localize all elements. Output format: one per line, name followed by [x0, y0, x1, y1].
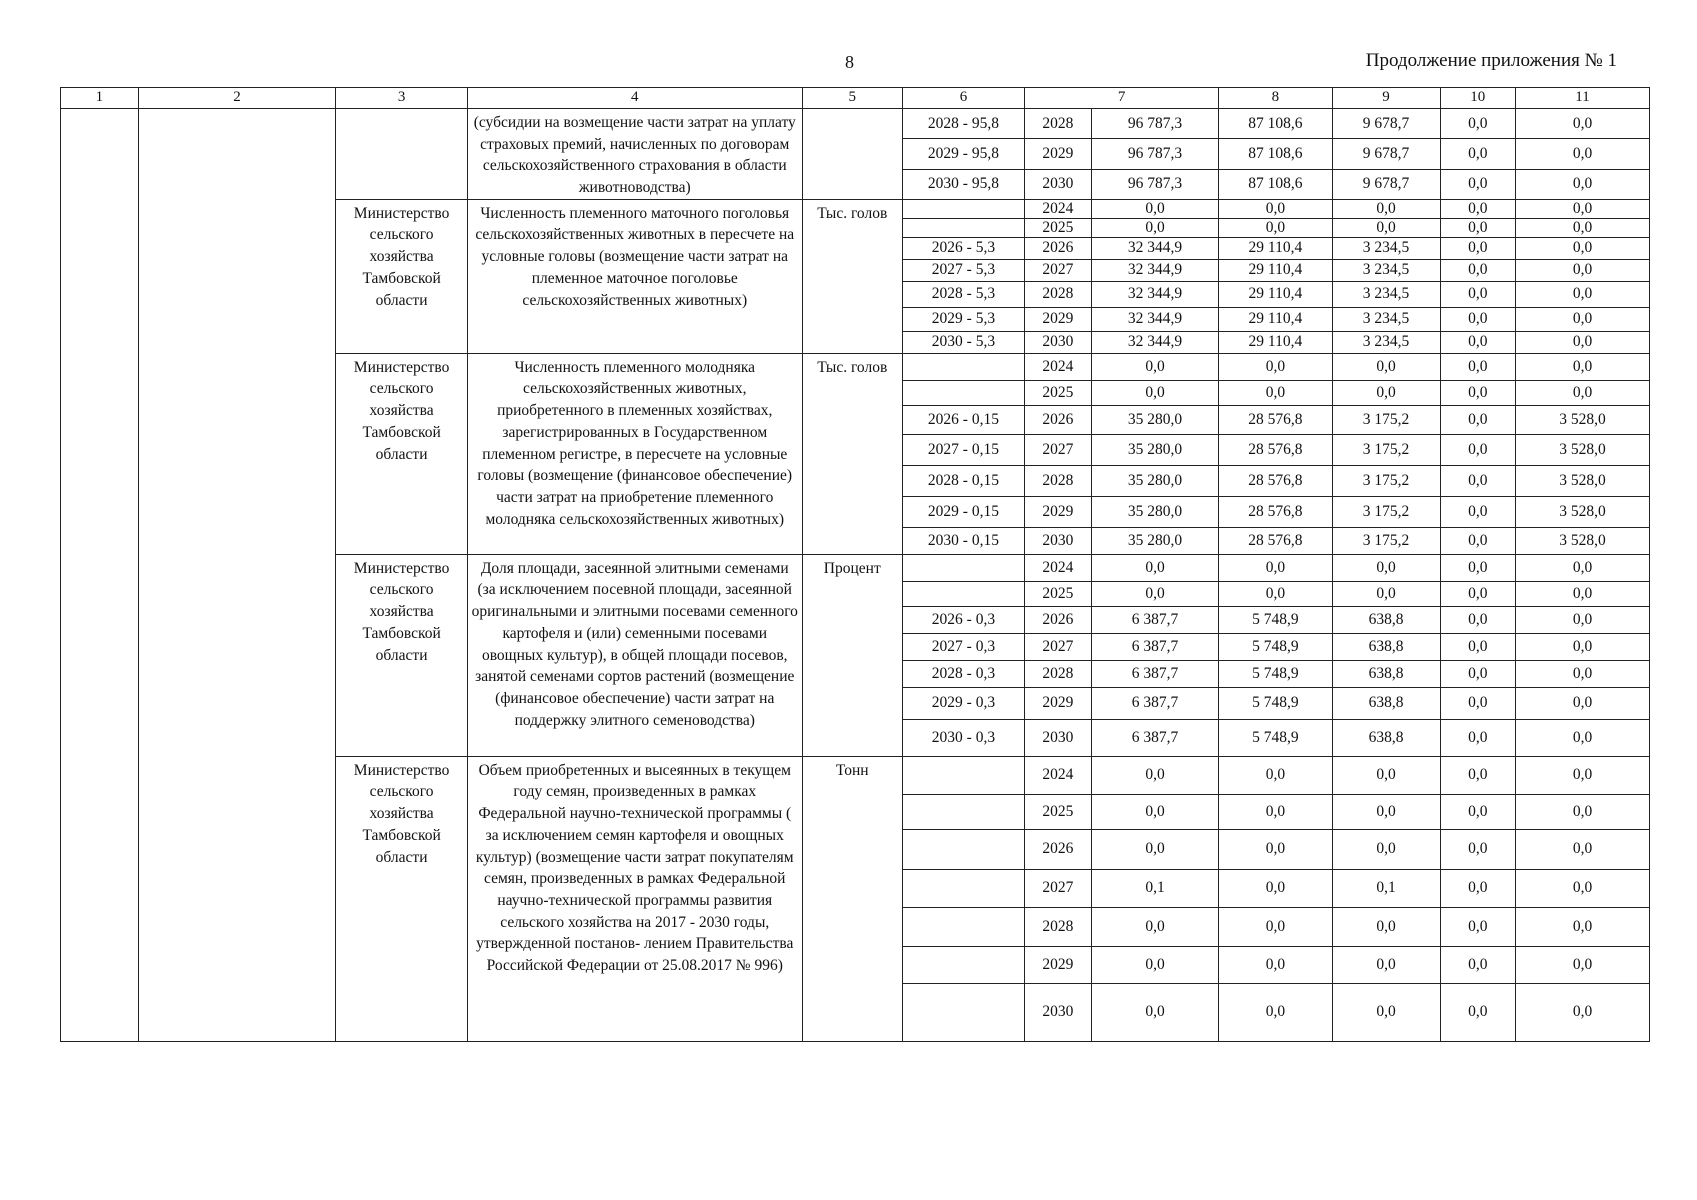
year-cell: 2028 — [1024, 465, 1091, 496]
col11-cell: 0,0 — [1516, 199, 1650, 218]
column-number-row — [61, 88, 1650, 109]
regional-budget-cell: 0,0 — [1332, 554, 1440, 581]
col11-cell: 0,0 — [1516, 581, 1650, 606]
col10-cell: 0,0 — [1440, 687, 1516, 719]
col11-cell: 0,0 — [1516, 353, 1650, 380]
col10-cell: 0,0 — [1440, 794, 1516, 829]
year-cell: 2030 — [1024, 527, 1091, 554]
target-value-cell — [902, 756, 1024, 794]
federal-budget-cell: 28 576,8 — [1219, 465, 1332, 496]
target-value-cell: 2027 - 5,3 — [902, 259, 1024, 281]
col10-cell: 0,0 — [1440, 199, 1516, 218]
col11-cell: 0,0 — [1516, 259, 1650, 281]
federal-budget-cell: 5 748,9 — [1219, 606, 1332, 633]
federal-budget-cell: 0,0 — [1219, 907, 1332, 946]
regional-budget-cell: 0,0 — [1332, 983, 1440, 1041]
year-cell: 2028 — [1024, 281, 1091, 307]
col10-cell: 0,0 — [1440, 281, 1516, 307]
col10-cell: 0,0 — [1440, 633, 1516, 660]
year-cell: 2030 — [1024, 719, 1091, 756]
total-cell: 32 344,9 — [1091, 331, 1218, 353]
target-value-cell: 2030 - 95,8 — [902, 169, 1024, 199]
column-header: 4 — [467, 88, 802, 109]
federal-budget-cell: 0,0 — [1219, 756, 1332, 794]
col2-cell — [138, 109, 336, 1042]
total-cell: 0,0 — [1091, 794, 1218, 829]
year-cell: 2029 — [1024, 687, 1091, 719]
total-cell: 0,0 — [1091, 380, 1218, 405]
regional-budget-cell: 638,8 — [1332, 633, 1440, 660]
col11-cell: 0,0 — [1516, 380, 1650, 405]
target-value-cell — [902, 554, 1024, 581]
col11-cell: 0,0 — [1516, 907, 1650, 946]
target-value-cell: 2029 - 0,3 — [902, 687, 1024, 719]
target-value-cell — [902, 199, 1024, 218]
col11-cell: 0,0 — [1516, 554, 1650, 581]
federal-budget-cell: 28 576,8 — [1219, 434, 1332, 465]
indicator-description: Численность племенного маточного поголовья сельскохозяйственных животных в пересчете на условные головы (возмещение части затрат на племенное маточное поголовье сельскохозяйственных животных) — [467, 199, 802, 353]
col10-cell: 0,0 — [1440, 606, 1516, 633]
column-header: 2 — [138, 88, 336, 109]
total-cell: 35 280,0 — [1091, 527, 1218, 554]
total-cell: 0,0 — [1091, 983, 1218, 1041]
year-cell: 2027 — [1024, 633, 1091, 660]
col10-cell: 0,0 — [1440, 218, 1516, 237]
year-cell: 2030 — [1024, 169, 1091, 199]
federal-budget-cell: 5 748,9 — [1219, 633, 1332, 660]
total-cell: 35 280,0 — [1091, 405, 1218, 434]
column-header: 3 — [336, 88, 468, 109]
regional-budget-cell: 0,0 — [1332, 946, 1440, 983]
target-value-cell: 2028 - 95,8 — [902, 109, 1024, 139]
regional-budget-cell: 0,1 — [1332, 869, 1440, 907]
col1-cell — [61, 109, 139, 1042]
federal-budget-cell: 0,0 — [1219, 829, 1332, 869]
col11-cell: 0,0 — [1516, 109, 1650, 139]
year-cell: 2024 — [1024, 756, 1091, 794]
col10-cell: 0,0 — [1440, 983, 1516, 1041]
target-value-cell: 2028 - 0,3 — [902, 660, 1024, 687]
year-cell: 2029 — [1024, 307, 1091, 331]
total-cell: 96 787,3 — [1091, 139, 1218, 169]
col10-cell: 0,0 — [1440, 946, 1516, 983]
total-cell: 0,0 — [1091, 907, 1218, 946]
total-cell: 6 387,7 — [1091, 719, 1218, 756]
target-value-cell — [902, 581, 1024, 606]
regional-budget-cell: 0,0 — [1332, 829, 1440, 869]
target-value-cell — [902, 218, 1024, 237]
col10-cell: 0,0 — [1440, 660, 1516, 687]
unit-cell: Тонн — [802, 756, 902, 1041]
table-row — [61, 109, 1650, 139]
federal-budget-cell: 0,0 — [1219, 353, 1332, 380]
total-cell: 0,0 — [1091, 756, 1218, 794]
federal-budget-cell: 87 108,6 — [1219, 169, 1332, 199]
regional-budget-cell: 9 678,7 — [1332, 169, 1440, 199]
total-cell: 0,0 — [1091, 218, 1218, 237]
target-value-cell: 2027 - 0,15 — [902, 434, 1024, 465]
col11-cell: 0,0 — [1516, 719, 1650, 756]
target-value-cell: 2029 - 95,8 — [902, 139, 1024, 169]
federal-budget-cell: 0,0 — [1219, 869, 1332, 907]
regional-budget-cell: 0,0 — [1332, 218, 1440, 237]
total-cell: 0,1 — [1091, 869, 1218, 907]
col11-cell: 0,0 — [1516, 983, 1650, 1041]
col10-cell: 0,0 — [1440, 869, 1516, 907]
year-cell: 2029 — [1024, 946, 1091, 983]
federal-budget-cell: 29 110,4 — [1219, 307, 1332, 331]
unit-cell — [802, 109, 902, 200]
target-value-cell — [902, 353, 1024, 380]
total-cell: 6 387,7 — [1091, 687, 1218, 719]
federal-budget-cell: 28 576,8 — [1219, 405, 1332, 434]
year-cell: 2026 — [1024, 405, 1091, 434]
col10-cell: 0,0 — [1440, 496, 1516, 527]
total-cell: 0,0 — [1091, 581, 1218, 606]
year-cell: 2025 — [1024, 218, 1091, 237]
year-cell: 2029 — [1024, 496, 1091, 527]
year-cell: 2027 — [1024, 259, 1091, 281]
year-cell: 2027 — [1024, 869, 1091, 907]
regional-budget-cell: 3 175,2 — [1332, 434, 1440, 465]
target-value-cell — [902, 794, 1024, 829]
col10-cell: 0,0 — [1440, 380, 1516, 405]
total-cell: 32 344,9 — [1091, 281, 1218, 307]
regional-budget-cell: 0,0 — [1332, 380, 1440, 405]
col11-cell: 0,0 — [1516, 946, 1650, 983]
target-value-cell: 2029 - 5,3 — [902, 307, 1024, 331]
regional-budget-cell: 3 175,2 — [1332, 527, 1440, 554]
target-value-cell: 2030 - 0,15 — [902, 527, 1024, 554]
total-cell: 35 280,0 — [1091, 496, 1218, 527]
year-cell: 2030 — [1024, 983, 1091, 1041]
col10-cell: 0,0 — [1440, 109, 1516, 139]
total-cell: 0,0 — [1091, 829, 1218, 869]
col11-cell: 0,0 — [1516, 660, 1650, 687]
target-value-cell — [902, 869, 1024, 907]
col11-cell: 0,0 — [1516, 756, 1650, 794]
federal-budget-cell: 29 110,4 — [1219, 259, 1332, 281]
col11-cell: 0,0 — [1516, 794, 1650, 829]
column-header: 10 — [1440, 88, 1516, 109]
col11-cell: 0,0 — [1516, 331, 1650, 353]
target-value-cell: 2026 - 5,3 — [902, 237, 1024, 259]
year-cell: 2024 — [1024, 353, 1091, 380]
ministry-cell: Министерство сельского хозяйства Тамбовской области — [336, 353, 468, 554]
column-header: 11 — [1516, 88, 1650, 109]
col11-cell: 0,0 — [1516, 281, 1650, 307]
federal-budget-cell: 5 748,9 — [1219, 660, 1332, 687]
indicators-table — [60, 87, 1650, 1042]
col10-cell: 0,0 — [1440, 307, 1516, 331]
indicator-description: Объем приобретенных и высеянных в текущем году семян, произведенных в рамках Федеральной научно-технической программы ( за исключением семян картофеля и овощных культур) (возмещение части затрат покупателям семян, произведенных в рамках Федеральной научно-технической программы развития сельского хозяйства на 2017 - 2030 годы, утвержденной постанов- лением Правительства Российской Федерации от 25.08.2017 № 996) — [467, 756, 802, 1041]
regional-budget-cell: 0,0 — [1332, 581, 1440, 606]
regional-budget-cell: 638,8 — [1332, 687, 1440, 719]
federal-budget-cell: 28 576,8 — [1219, 496, 1332, 527]
col11-cell: 0,0 — [1516, 237, 1650, 259]
year-cell: 2025 — [1024, 380, 1091, 405]
regional-budget-cell: 638,8 — [1332, 606, 1440, 633]
federal-budget-cell: 0,0 — [1219, 946, 1332, 983]
column-header: 8 — [1219, 88, 1332, 109]
col10-cell: 0,0 — [1440, 465, 1516, 496]
col11-cell: 0,0 — [1516, 169, 1650, 199]
col11-cell: 0,0 — [1516, 829, 1650, 869]
total-cell: 6 387,7 — [1091, 606, 1218, 633]
federal-budget-cell: 29 110,4 — [1219, 331, 1332, 353]
col10-cell: 0,0 — [1440, 331, 1516, 353]
regional-budget-cell: 9 678,7 — [1332, 139, 1440, 169]
target-value-cell — [902, 983, 1024, 1041]
regional-budget-cell: 638,8 — [1332, 719, 1440, 756]
col10-cell: 0,0 — [1440, 353, 1516, 380]
total-cell: 35 280,0 — [1091, 465, 1218, 496]
col10-cell: 0,0 — [1440, 139, 1516, 169]
federal-budget-cell: 5 748,9 — [1219, 719, 1332, 756]
target-value-cell: 2027 - 0,3 — [902, 633, 1024, 660]
federal-budget-cell: 5 748,9 — [1219, 687, 1332, 719]
regional-budget-cell: 3 234,5 — [1332, 307, 1440, 331]
ministry-cell: Министерство сельского хозяйства Тамбовской области — [336, 756, 468, 1041]
total-cell: 96 787,3 — [1091, 169, 1218, 199]
page-number: 8 — [845, 52, 854, 72]
federal-budget-cell: 29 110,4 — [1219, 281, 1332, 307]
col11-cell: 0,0 — [1516, 633, 1650, 660]
table-body — [61, 88, 1650, 1042]
year-cell: 2030 — [1024, 331, 1091, 353]
federal-budget-cell: 87 108,6 — [1219, 109, 1332, 139]
year-cell: 2028 — [1024, 660, 1091, 687]
col10-cell: 0,0 — [1440, 169, 1516, 199]
target-value-cell — [902, 907, 1024, 946]
appendix-continuation-label: Продолжение приложения № 1 — [1365, 50, 1617, 71]
col11-cell: 0,0 — [1516, 606, 1650, 633]
target-value-cell — [902, 829, 1024, 869]
year-cell: 2028 — [1024, 109, 1091, 139]
year-cell: 2025 — [1024, 581, 1091, 606]
regional-budget-cell: 638,8 — [1332, 660, 1440, 687]
ministry-cell — [336, 109, 468, 200]
col11-cell: 0,0 — [1516, 139, 1650, 169]
regional-budget-cell: 0,0 — [1332, 199, 1440, 218]
regional-budget-cell: 3 234,5 — [1332, 331, 1440, 353]
col10-cell: 0,0 — [1440, 756, 1516, 794]
regional-budget-cell: 3 175,2 — [1332, 465, 1440, 496]
total-cell: 0,0 — [1091, 353, 1218, 380]
unit-cell: Тыс. голов — [802, 353, 902, 554]
target-value-cell: 2030 - 0,3 — [902, 719, 1024, 756]
col11-cell: 3 528,0 — [1516, 496, 1650, 527]
regional-budget-cell: 3 234,5 — [1332, 259, 1440, 281]
column-header: 7 — [1024, 88, 1218, 109]
column-header: 1 — [61, 88, 139, 109]
federal-budget-cell: 0,0 — [1219, 794, 1332, 829]
regional-budget-cell: 0,0 — [1332, 907, 1440, 946]
col10-cell: 0,0 — [1440, 237, 1516, 259]
col10-cell: 0,0 — [1440, 907, 1516, 946]
total-cell: 0,0 — [1091, 554, 1218, 581]
indicator-description: Доля площади, засеянной элитными семенами (за исключением посевной площади, засеянной оригинальными и элитными посевами семенного картофеля и (или) семенными посевами овощных культур), в общей площади посевов, занятой семенами сортов растений (возмещение (финансовое обеспечение) части затрат на поддержку элитного семеноводства) — [467, 554, 802, 756]
year-cell: 2028 — [1024, 907, 1091, 946]
federal-budget-cell: 0,0 — [1219, 581, 1332, 606]
col10-cell: 0,0 — [1440, 829, 1516, 869]
federal-budget-cell: 0,0 — [1219, 380, 1332, 405]
col11-cell: 0,0 — [1516, 218, 1650, 237]
total-cell: 32 344,9 — [1091, 237, 1218, 259]
regional-budget-cell: 9 678,7 — [1332, 109, 1440, 139]
col11-cell: 3 528,0 — [1516, 527, 1650, 554]
year-cell: 2027 — [1024, 434, 1091, 465]
ministry-cell: Министерство сельского хозяйства Тамбовской области — [336, 199, 468, 353]
col10-cell: 0,0 — [1440, 719, 1516, 756]
col11-cell: 3 528,0 — [1516, 465, 1650, 496]
col11-cell: 0,0 — [1516, 307, 1650, 331]
column-header: 6 — [902, 88, 1024, 109]
col10-cell: 0,0 — [1440, 527, 1516, 554]
federal-budget-cell: 0,0 — [1219, 983, 1332, 1041]
regional-budget-cell: 3 175,2 — [1332, 405, 1440, 434]
col11-cell: 0,0 — [1516, 869, 1650, 907]
unit-cell: Процент — [802, 554, 902, 756]
federal-budget-cell: 28 576,8 — [1219, 527, 1332, 554]
regional-budget-cell: 3 234,5 — [1332, 281, 1440, 307]
indicator-description: Численность племенного молодняка сельскохозяйственных животных, приобретенного в племенных хозяйствах, зарегистрированных в Государственном племенном регистре, в пересчете на условные головы (возмещение (финансовое обеспечение) части затрат на приобретение племенного молодняка сельскохозяйственных животных) — [467, 353, 802, 554]
federal-budget-cell: 87 108,6 — [1219, 139, 1332, 169]
target-value-cell: 2030 - 5,3 — [902, 331, 1024, 353]
column-header: 5 — [802, 88, 902, 109]
federal-budget-cell: 29 110,4 — [1219, 237, 1332, 259]
column-header: 9 — [1332, 88, 1440, 109]
total-cell: 96 787,3 — [1091, 109, 1218, 139]
year-cell: 2024 — [1024, 199, 1091, 218]
target-value-cell: 2029 - 0,15 — [902, 496, 1024, 527]
col11-cell: 3 528,0 — [1516, 434, 1650, 465]
regional-budget-cell: 3 234,5 — [1332, 237, 1440, 259]
year-cell: 2029 — [1024, 139, 1091, 169]
col10-cell: 0,0 — [1440, 405, 1516, 434]
ministry-cell: Министерство сельского хозяйства Тамбовской области — [336, 554, 468, 756]
regional-budget-cell: 0,0 — [1332, 756, 1440, 794]
col10-cell: 0,0 — [1440, 581, 1516, 606]
col10-cell: 0,0 — [1440, 554, 1516, 581]
federal-budget-cell: 0,0 — [1219, 218, 1332, 237]
total-cell: 0,0 — [1091, 199, 1218, 218]
year-cell: 2026 — [1024, 829, 1091, 869]
indicator-description: (субсидии на возмещение части затрат на уплату страховых премий, начисленных по договорам сельскохозяйственного страхования в области животноводства) — [467, 109, 802, 200]
year-cell: 2024 — [1024, 554, 1091, 581]
total-cell: 35 280,0 — [1091, 434, 1218, 465]
col10-cell: 0,0 — [1440, 434, 1516, 465]
target-value-cell — [902, 946, 1024, 983]
target-value-cell: 2028 - 0,15 — [902, 465, 1024, 496]
col11-cell: 0,0 — [1516, 687, 1650, 719]
federal-budget-cell: 0,0 — [1219, 199, 1332, 218]
total-cell: 0,0 — [1091, 946, 1218, 983]
federal-budget-cell: 0,0 — [1219, 554, 1332, 581]
col11-cell: 3 528,0 — [1516, 405, 1650, 434]
year-cell: 2026 — [1024, 606, 1091, 633]
col10-cell: 0,0 — [1440, 259, 1516, 281]
total-cell: 6 387,7 — [1091, 660, 1218, 687]
year-cell: 2026 — [1024, 237, 1091, 259]
regional-budget-cell: 0,0 — [1332, 794, 1440, 829]
regional-budget-cell: 0,0 — [1332, 353, 1440, 380]
unit-cell: Тыс. голов — [802, 199, 902, 353]
regional-budget-cell: 3 175,2 — [1332, 496, 1440, 527]
total-cell: 32 344,9 — [1091, 307, 1218, 331]
total-cell: 32 344,9 — [1091, 259, 1218, 281]
target-value-cell: 2026 - 0,15 — [902, 405, 1024, 434]
target-value-cell: 2026 - 0,3 — [902, 606, 1024, 633]
target-value-cell — [902, 380, 1024, 405]
target-value-cell: 2028 - 5,3 — [902, 281, 1024, 307]
year-cell: 2025 — [1024, 794, 1091, 829]
total-cell: 6 387,7 — [1091, 633, 1218, 660]
